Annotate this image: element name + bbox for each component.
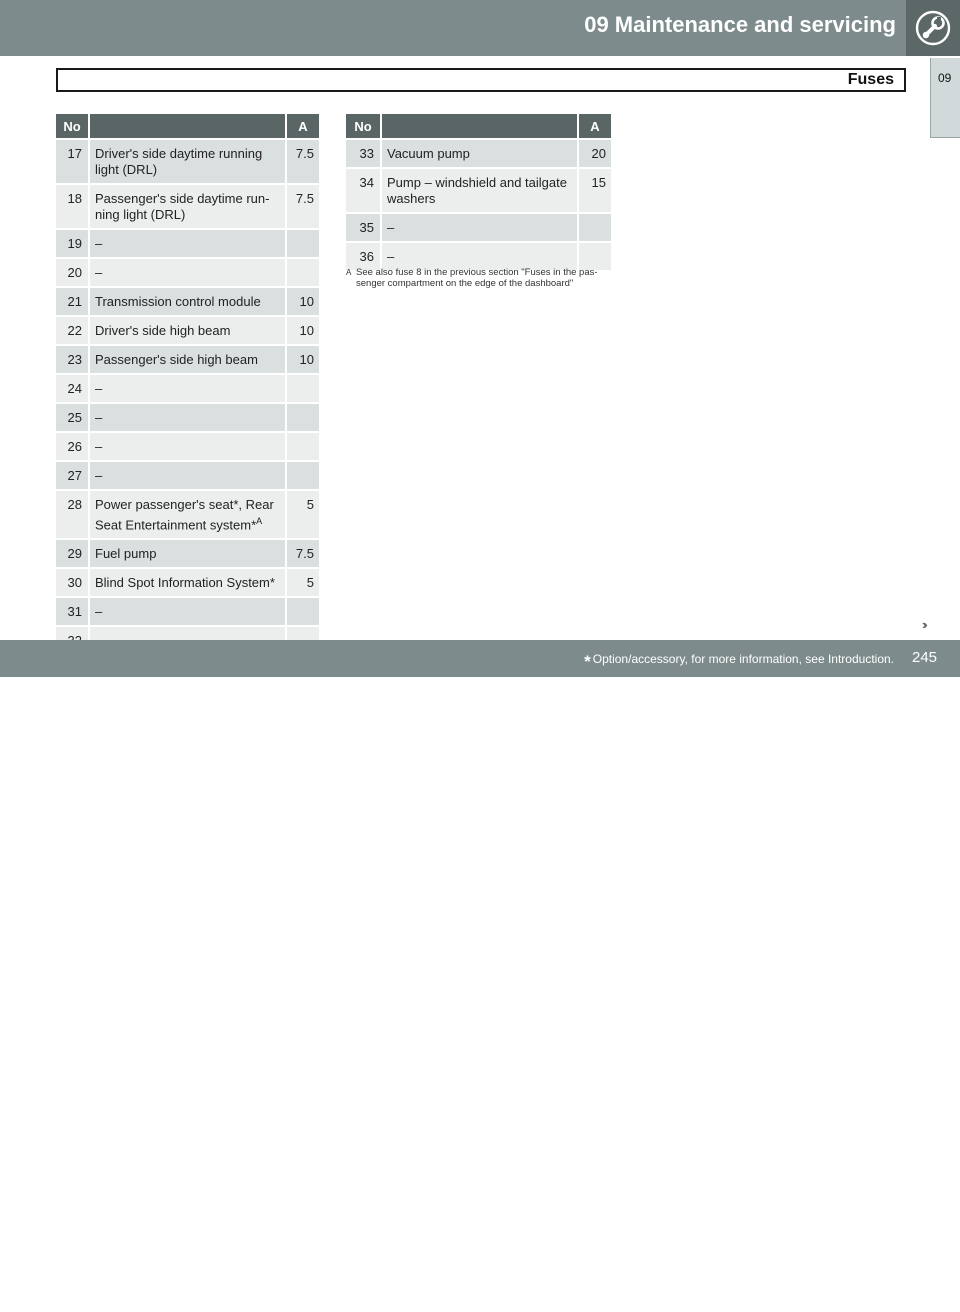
fuse-description-text: Blind Spot Information System* bbox=[95, 575, 275, 591]
fuse-description bbox=[90, 315, 287, 344]
fuse-number: 30 bbox=[56, 567, 90, 596]
chapter-title: 09 Maintenance and servicing bbox=[584, 12, 896, 37]
fuse-description bbox=[90, 567, 287, 596]
fuse-number: 21 bbox=[56, 286, 90, 315]
column-header-no: No bbox=[346, 114, 382, 138]
section-title: Fuses bbox=[847, 71, 894, 88]
table-row bbox=[56, 373, 319, 402]
fuse-description-text: – bbox=[387, 249, 395, 264]
table-row bbox=[56, 138, 319, 183]
fuse-amperage: 20 bbox=[579, 138, 611, 167]
section-bar bbox=[56, 68, 906, 92]
fuse-number: 27 bbox=[56, 460, 90, 489]
fuse-table-left-body bbox=[56, 138, 319, 654]
table-header-row bbox=[346, 114, 611, 138]
fuse-amperage: 5 bbox=[287, 567, 319, 596]
fuse-number: 24 bbox=[56, 373, 90, 402]
table-row bbox=[346, 212, 611, 241]
fuse-description bbox=[90, 373, 287, 402]
fuse-number: 33 bbox=[346, 138, 382, 167]
column-header-description bbox=[382, 114, 579, 138]
fuse-amperage bbox=[287, 257, 319, 286]
fuse-description bbox=[90, 286, 287, 315]
footnote-marker: A bbox=[346, 268, 352, 277]
fuse-amperage: 5 bbox=[287, 489, 319, 538]
fuse-amperage bbox=[579, 212, 611, 241]
fuse-description-text: Power passenger's seat*, Rear Seat Entertainment system* bbox=[95, 497, 274, 533]
table-row bbox=[346, 241, 611, 270]
fuse-description-text: – bbox=[387, 220, 395, 235]
fuse-amperage bbox=[287, 431, 319, 460]
fuse-description bbox=[382, 167, 579, 212]
table-row bbox=[56, 431, 319, 460]
fuse-description bbox=[90, 344, 287, 373]
fuse-number: 35 bbox=[346, 212, 382, 241]
footnote bbox=[346, 267, 612, 289]
table-row bbox=[56, 286, 319, 315]
chapter-tab[interactable] bbox=[930, 58, 960, 138]
footnote-reference: A bbox=[256, 516, 263, 526]
fuse-amperage: 10 bbox=[287, 344, 319, 373]
fuse-amperage: 10 bbox=[287, 315, 319, 344]
fuse-description bbox=[382, 212, 579, 241]
fuse-number: 31 bbox=[56, 596, 90, 625]
fuse-description bbox=[90, 183, 287, 228]
footer-note-text: Option/accessory, for more information, see Introduction. bbox=[592, 652, 894, 666]
footnote-text: See also fuse 8 in the previous section "Fuses in the pas-senger compartment on the edge of the dashboard" bbox=[356, 267, 598, 289]
fuse-description-text: Passenger's side high beam bbox=[95, 352, 258, 367]
fuse-number: 22 bbox=[56, 315, 90, 344]
fuse-description-text: – bbox=[95, 265, 103, 280]
fuse-description-text: – bbox=[95, 468, 103, 483]
next-page-arrows[interactable]: ›› bbox=[922, 617, 925, 632]
table-row bbox=[56, 315, 319, 344]
fuse-description bbox=[90, 402, 287, 431]
column-header-no: No bbox=[56, 114, 90, 138]
fuse-description-text: – bbox=[95, 604, 103, 620]
fuse-description-text: – bbox=[95, 381, 103, 396]
fuse-number: 20 bbox=[56, 257, 90, 286]
fuse-number: 36 bbox=[346, 241, 382, 270]
fuse-amperage bbox=[287, 460, 319, 489]
column-header-description bbox=[90, 114, 287, 138]
fuse-description bbox=[382, 241, 579, 270]
fuse-number: 28 bbox=[56, 489, 90, 538]
fuse-description-text: Driver's side high beam bbox=[95, 323, 231, 338]
fuse-amperage: 15 bbox=[579, 167, 611, 212]
fuse-number: 26 bbox=[56, 431, 90, 460]
fuse-table-left bbox=[56, 114, 319, 654]
fuse-number: 17 bbox=[56, 138, 90, 183]
fuse-number: 29 bbox=[56, 538, 90, 567]
fuse-description bbox=[90, 257, 287, 286]
fuse-amperage bbox=[579, 241, 611, 270]
table-row bbox=[56, 489, 319, 538]
table-row bbox=[56, 567, 319, 596]
chapter-icon-box bbox=[906, 0, 960, 56]
fuse-amperage: 10 bbox=[287, 286, 319, 315]
fuse-amperage: 7.5 bbox=[287, 538, 319, 567]
table-row bbox=[56, 183, 319, 228]
fuse-description bbox=[382, 138, 579, 167]
page-number: 245 bbox=[912, 649, 938, 666]
fuse-amperage bbox=[287, 402, 319, 431]
fuse-number: 19 bbox=[56, 228, 90, 257]
table-row bbox=[346, 167, 611, 212]
fuse-description-text: Fuel pump bbox=[95, 546, 157, 562]
table-row bbox=[56, 257, 319, 286]
column-header-amperage: A bbox=[287, 114, 319, 138]
fuse-amperage: 7.5 bbox=[287, 183, 319, 228]
fuse-description bbox=[90, 138, 287, 183]
fuse-description bbox=[90, 489, 287, 538]
fuse-description bbox=[90, 228, 287, 257]
fuse-number: 18 bbox=[56, 183, 90, 228]
fuse-description bbox=[90, 460, 287, 489]
watermark: carmanualsonline.info bbox=[676, 1288, 881, 1311]
table-header-row bbox=[56, 114, 319, 138]
table-row bbox=[56, 538, 319, 567]
fuse-description bbox=[90, 596, 287, 625]
fuse-table-right bbox=[346, 114, 611, 270]
table-row bbox=[56, 344, 319, 373]
footer-bar bbox=[0, 640, 960, 1311]
fuse-number: 23 bbox=[56, 344, 90, 373]
fuse-description-text: Vacuum pump bbox=[387, 146, 470, 161]
fuse-description-text: – bbox=[95, 439, 103, 454]
fuse-amperage: 7.5 bbox=[287, 138, 319, 183]
fuse-description bbox=[90, 538, 287, 567]
table-row bbox=[56, 460, 319, 489]
wrench-icon bbox=[915, 9, 951, 47]
fuse-number: 34 bbox=[346, 167, 382, 212]
fuse-description-text: – bbox=[95, 236, 103, 251]
fuse-number: 25 bbox=[56, 402, 90, 431]
fuse-amperage bbox=[287, 596, 319, 625]
fuse-description-text: Transmission control module bbox=[95, 294, 261, 309]
fuse-description-text: – bbox=[95, 410, 103, 425]
table-row bbox=[346, 138, 611, 167]
fuse-description-text: Pump – windshield and tailgate washers bbox=[387, 175, 567, 206]
fuse-amperage bbox=[287, 228, 319, 257]
table-row bbox=[56, 402, 319, 431]
table-row bbox=[56, 596, 319, 625]
column-header-amperage: A bbox=[579, 114, 611, 138]
fuse-description bbox=[90, 431, 287, 460]
fuse-description-text: Driver's side daytime running light (DRL) bbox=[95, 146, 263, 177]
footer-star: * bbox=[584, 652, 591, 671]
fuse-table-right-body bbox=[346, 138, 611, 270]
footer-note bbox=[584, 652, 894, 672]
chapter-tab-label: 09 bbox=[938, 71, 952, 85]
fuse-amperage bbox=[287, 373, 319, 402]
fuse-description-text: Passenger's side daytime run-ning light (DRL) bbox=[95, 191, 270, 222]
table-row bbox=[56, 228, 319, 257]
header-bar bbox=[0, 0, 960, 56]
